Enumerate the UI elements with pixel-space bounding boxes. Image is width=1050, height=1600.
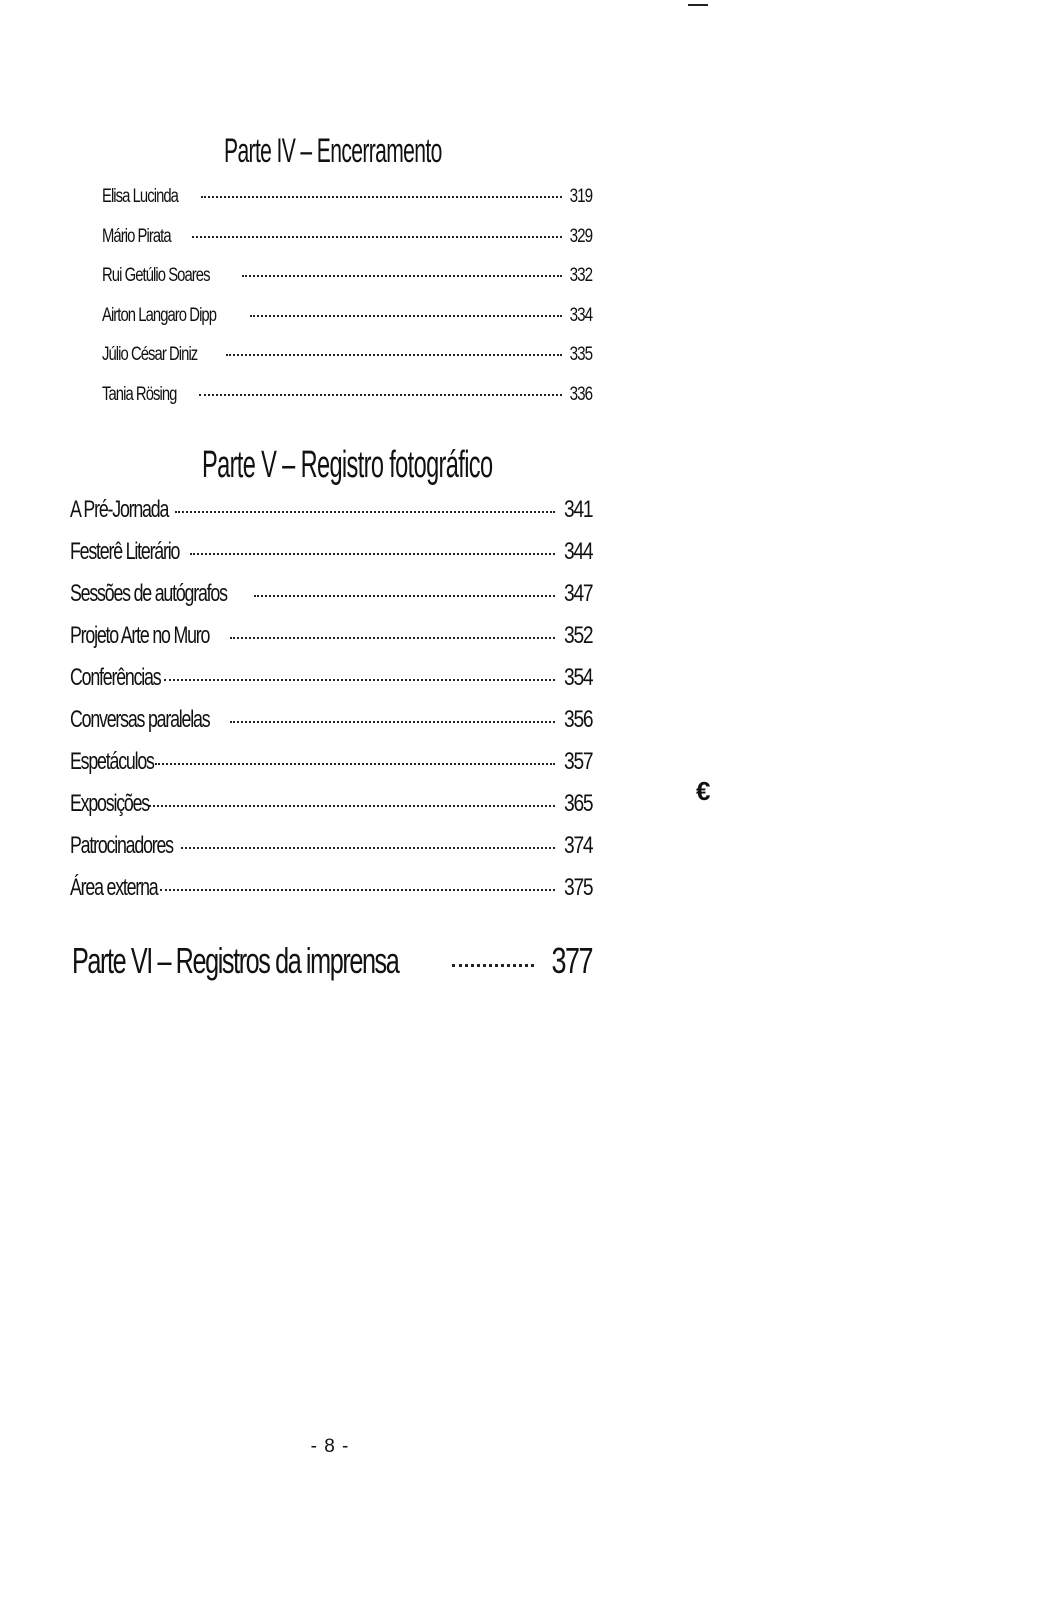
part6-label: Parte VI – Registros da imprensa — [72, 940, 399, 981]
toc-entry — [102, 305, 592, 345]
dot-leader — [155, 763, 555, 765]
toc-entry-label: Espetáculos — [70, 748, 154, 775]
toc-entry-page: 332 — [569, 265, 592, 286]
toc-entry-page: 356 — [563, 706, 592, 733]
toc-entry-label: Festerê Literário — [70, 538, 180, 565]
toc-entry-label: Sessões de autógrafos — [70, 580, 227, 607]
toc-entry-page: 365 — [563, 790, 592, 817]
toc-entry — [70, 664, 592, 706]
page-number: - 8 - — [310, 1436, 350, 1457]
dot-leader — [149, 805, 555, 807]
toc-entry-page: 352 — [563, 622, 592, 649]
toc-entry — [70, 622, 592, 664]
toc-entry-label: Elisa Lucinda — [102, 186, 178, 207]
toc-entry-label: Exposições — [70, 790, 149, 817]
toc-entry — [102, 186, 592, 226]
dot-leader — [242, 275, 562, 277]
toc-entry-page: 357 — [563, 748, 592, 775]
dot-leader — [254, 595, 555, 597]
toc-entry-label: Patrocinadores — [70, 832, 173, 859]
dot-leader — [192, 236, 562, 238]
toc-entry — [102, 226, 592, 266]
toc-entry-label: Mário Pirata — [102, 225, 171, 247]
toc-entry-page: 347 — [563, 580, 592, 607]
part6-toc-entry — [72, 940, 592, 982]
dot-leader — [230, 637, 555, 639]
dot-leader — [230, 721, 554, 723]
part5-toc-list — [70, 496, 592, 916]
toc-entry-page: 319 — [569, 186, 592, 207]
toc-entry — [70, 580, 592, 622]
toc-entry-label: Airton Langaro Dipp — [102, 304, 217, 326]
dot-leader — [201, 196, 561, 198]
toc-entry-label: Tania Rösing — [102, 383, 177, 405]
side-margin-mark: € — [696, 776, 711, 806]
dot-leader — [226, 354, 562, 356]
toc-entry-label: Área externa — [70, 874, 158, 901]
dot-leader — [160, 889, 555, 891]
dot-leader — [190, 553, 555, 555]
toc-entry — [102, 265, 592, 305]
part6-page: 377 — [551, 940, 592, 981]
toc-entry-page: 375 — [563, 874, 592, 901]
toc-entry-page: 354 — [563, 664, 592, 691]
toc-entry-page: 344 — [563, 538, 592, 565]
toc-entry-label: A Pré-Jornada — [70, 496, 169, 523]
toc-entry — [70, 874, 592, 916]
toc-entry — [102, 344, 592, 384]
toc-entry — [70, 538, 592, 580]
toc-entry-page: 341 — [563, 496, 592, 523]
part4-toc-list — [102, 186, 592, 423]
toc-entry — [102, 384, 592, 424]
toc-entry — [70, 748, 592, 790]
toc-entry-page: 374 — [563, 832, 592, 859]
dot-leader — [452, 964, 534, 967]
toc-entry-label: Projeto Arte no Muro — [70, 622, 210, 649]
toc-entry — [70, 790, 592, 832]
toc-entry — [70, 832, 592, 874]
toc-entry — [70, 706, 592, 748]
dot-leader — [250, 315, 562, 317]
dot-leader — [199, 394, 561, 396]
toc-entry-label: Conferências — [70, 664, 161, 691]
toc-entry-page: 334 — [569, 304, 592, 326]
toc-entry-label: Conversas paralelas — [70, 706, 210, 733]
toc-entry — [70, 496, 592, 538]
dot-leader — [181, 847, 555, 849]
dot-leader — [175, 511, 555, 513]
toc-entry-page: 336 — [569, 383, 592, 405]
part4-heading: Parte IV – Encerramento — [224, 132, 442, 170]
dot-leader — [164, 679, 555, 681]
toc-entry-label: Rui Getúlio Soares — [102, 265, 210, 286]
toc-entry-label: Júlio César Diniz — [102, 344, 198, 365]
toc-entry-page: 329 — [569, 225, 592, 247]
part5-heading: Parte V – Registro fotográfico — [202, 444, 493, 486]
toc-entry-page: 335 — [569, 344, 592, 365]
top-edge-mark — [688, 4, 708, 6]
